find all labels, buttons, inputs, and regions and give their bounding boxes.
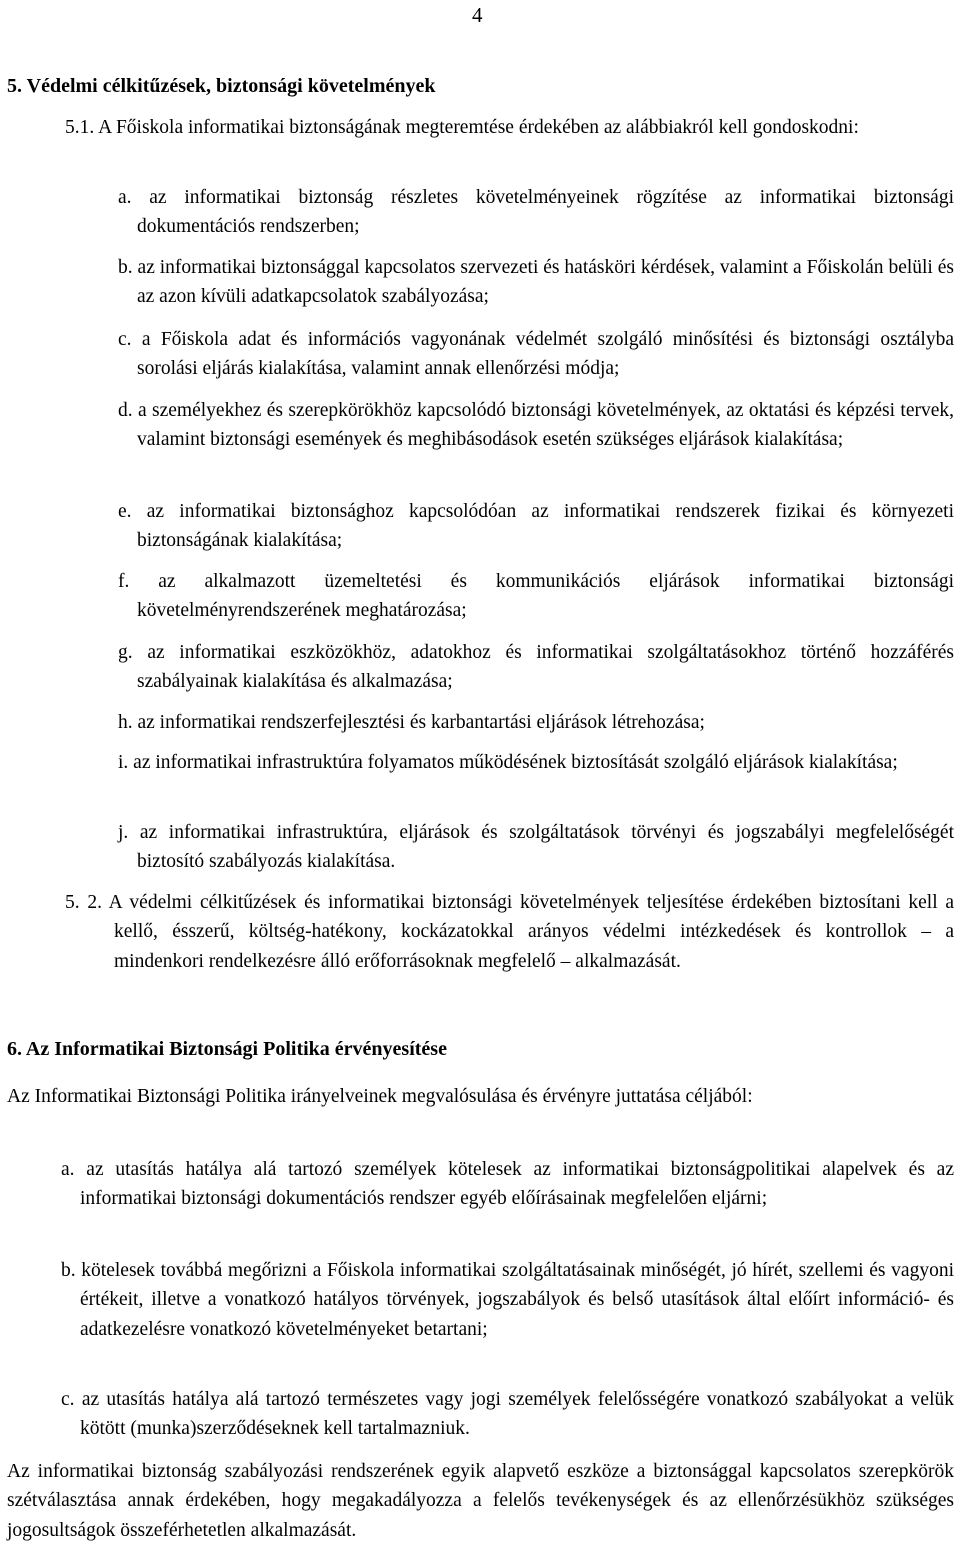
list-item-5-f	[118, 567, 954, 626]
list-item-label: b.	[118, 257, 133, 278]
list-item-label: a.	[118, 187, 132, 208]
list-item-5-b	[118, 253, 955, 312]
closing-paragraph: Az informatikai biztonság szabályozási rendszerének egyik alapvető eszköze a biztonsággal kapcsolatos szerepkörök szétválasztása annak érdekében, hogy megakadályozza a felelős tevékenységek és az ellenőrzésükhöz szükséges jogosultságok összeférhetetlen alkalmazását.	[7, 1461, 954, 1541]
list-item-text: az informatikai infrastruktúra, eljárások és szolgáltatások törvényi és jogszabályi megfelelőségét biztosító szabályozás kialakítása.	[137, 822, 955, 873]
list-item-text: az informatikai eszközökhöz, adatokhoz és informatikai szolgáltatásokhoz történő hozzáférés szabályainak kialakítása és alkalmazása;	[137, 642, 954, 693]
list-item-label: j.	[118, 822, 129, 843]
list-item-5-i	[118, 748, 954, 777]
list-item-5-e	[118, 497, 954, 556]
list-item-text: az informatikai biztonsággal kapcsolatos szervezeti és hatásköri kérdések, valamint a Főiskolán belüli és az azon kívüli adatkapcsolatok szabályozása;	[137, 257, 955, 308]
paragraph-5-2	[65, 888, 955, 976]
paragraph-5-1-number: 5.1.	[65, 117, 95, 138]
list-item-5-c	[118, 325, 954, 384]
list-item-label: e.	[118, 501, 132, 522]
list-item-label: c.	[118, 329, 132, 350]
section-6-title: 6. Az Informatikai Biztonsági Politika érvényesítése	[7, 1038, 447, 1060]
list-item-5-a	[118, 183, 955, 242]
list-item-text: kötelesek továbbá megőrizni a Főiskola informatikai szolgáltatásainak minőségét, jó hírét, szellemi és vagyoni értékeit, illetve a vonatkozó hatályos törvények, jogszabályok és belső utasítások által előírt információ- és adatkezelésre vonatkozó követelményeket betartani;	[80, 1260, 954, 1340]
list-item-label: i.	[118, 752, 129, 773]
list-item-text: a személyekhez és szerepkörökhöz kapcsolódó biztonsági követelmények, az oktatási és képzési tervek, valamint biztonsági események és meghibásodások esetén szükséges eljárások kialakítása;	[137, 400, 954, 451]
paragraph-5-1-text: A Főiskola informatikai biztonságának megteremtése érdekében az alábbiakról kell gondoskodni:	[98, 117, 859, 138]
section-5-title: 5. Védelmi célkitűzések, biztonsági követelmények	[7, 75, 436, 97]
list-item-text: az utasítás hatálya alá tartozó természetes vagy jogi személyek felelősségére vonatkozó szabályokat a velük kötött (munka)szerződéseknek kell tartalmazniuk.	[80, 1389, 955, 1440]
list-item-label: a.	[61, 1159, 75, 1180]
list-item-text: az informatikai biztonsághoz kapcsolódóan az informatikai rendszerek fizikai és környezeti biztonságának kialakítása;	[137, 501, 954, 552]
list-item-label: g.	[118, 642, 133, 663]
list-item-6-a	[61, 1155, 954, 1214]
paragraph-5-1	[7, 113, 954, 142]
section-6-intro: Az Informatikai Biztonsági Politika irányelveinek megvalósulása és érvényre juttatása céljából:	[7, 1086, 753, 1107]
list-item-5-h	[118, 708, 954, 737]
list-item-text: az alkalmazott üzemeltetési és kommunikációs eljárások informatikai biztonsági követelményrendszerének meghatározása;	[137, 571, 954, 622]
paragraph-5-2-number: 5. 2.	[65, 892, 102, 913]
list-item-6-c	[61, 1385, 955, 1444]
list-item-label: d.	[118, 400, 133, 421]
list-item-text: az utasítás hatálya alá tartozó személyek kötelesek az informatikai biztonságpolitikai alapelvek és az informatikai biztonsági dokumentációs rendszer egyéb előírásainak megfelelően eljárni;	[80, 1159, 954, 1210]
page-number: 4	[472, 3, 483, 27]
list-item-text: a Főiskola adat és információs vagyonának védelmét szolgáló minősítési és biztonsági osztályba sorolási eljárás kialakítása, valamint annak ellenőrzési módja;	[137, 329, 954, 380]
list-item-5-g	[118, 638, 954, 697]
list-item-label: c.	[61, 1389, 75, 1410]
paragraph-5-2-text: A védelmi célkitűzések és informatikai biztonsági követelmények teljesítése érdekében biztosítani kell a kellő, ésszerű, költség-hatékony, kockázatokkal arányos védelmi intézkedések és kontrollok – a mindenkori rendelkezésre álló erőforrásoknak megfelelő – alkalmazását.	[108, 892, 955, 972]
list-item-text: az informatikai rendszerfejlesztési és karbantartási eljárások létrehozása;	[137, 712, 705, 733]
list-item-label: b.	[61, 1260, 76, 1281]
list-item-5-d	[118, 396, 954, 455]
list-item-6-b	[61, 1256, 954, 1344]
list-item-5-j	[118, 818, 955, 877]
list-item-label: h.	[118, 712, 133, 733]
list-item-label: f.	[118, 571, 130, 592]
list-item-text: az informatikai biztonság részletes követelményeinek rögzítése az informatikai biztonsági dokumentációs rendszerben;	[137, 187, 955, 238]
list-item-text: az informatikai infrastruktúra folyamatos működésének biztosítását szolgáló eljárások kialakítása;	[133, 752, 898, 773]
